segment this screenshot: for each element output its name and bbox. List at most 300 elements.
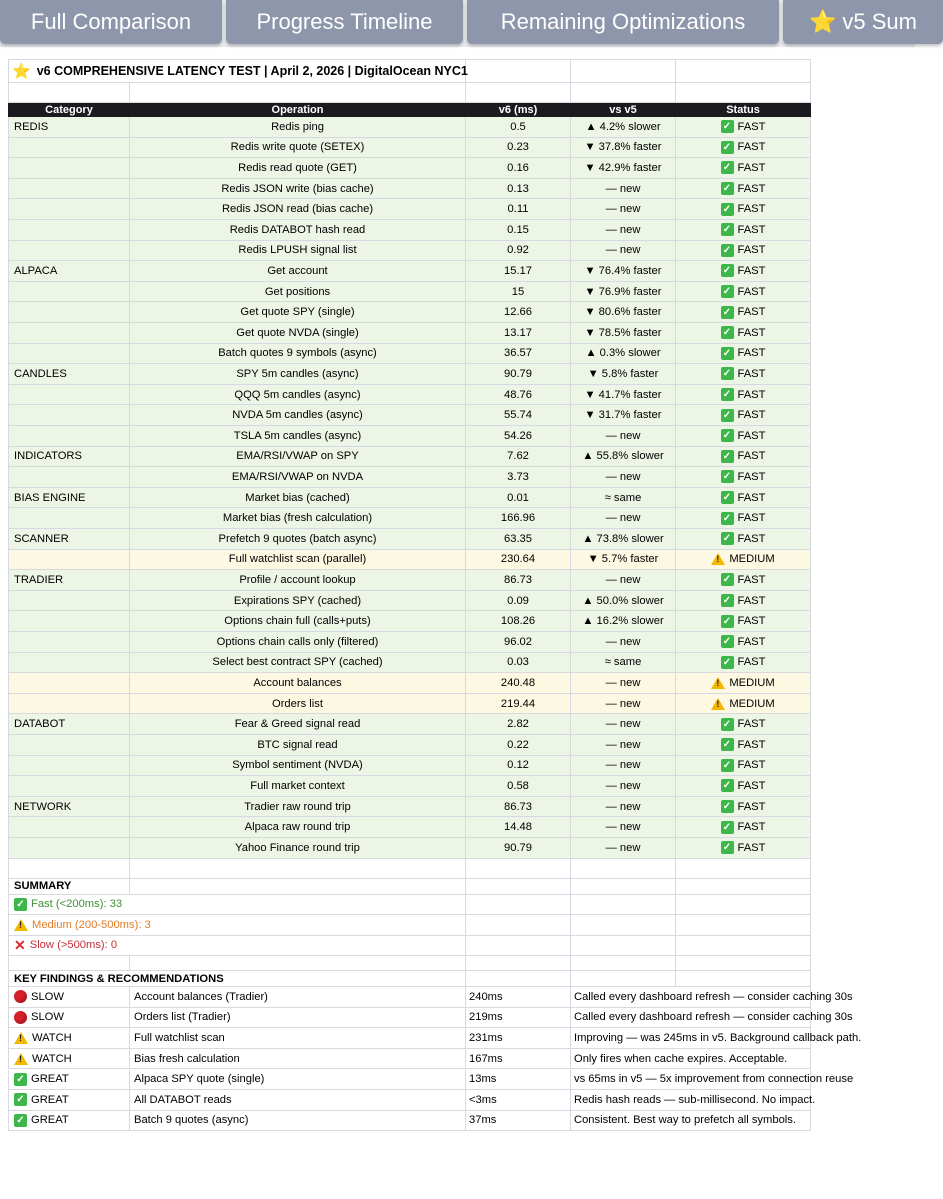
v6-ms-value: 3.73 [507,470,529,483]
status-cell[interactable] [676,179,811,200]
vs-v5-cell[interactable] [571,385,676,406]
status-label: FAST [737,470,766,483]
warning-icon [711,698,725,710]
vs-v5-value: ▲ 73.8% slower [582,532,664,545]
summary-fast-cell[interactable] [8,895,466,916]
vs-v5-cell[interactable] [571,467,676,488]
empty-cell[interactable] [676,859,811,879]
category-cell[interactable] [8,570,130,591]
vs-v5-cell[interactable] [571,570,676,591]
operation-label: Get positions [264,285,331,298]
empty-cell[interactable] [571,83,676,103]
vs-v5-value: ▼ 41.7% faster [584,388,662,401]
finding-item-cell[interactable] [130,1028,466,1049]
category-cell[interactable] [8,447,130,468]
v6-ms-value: 0.15 [507,223,529,236]
empty-cell[interactable] [130,83,466,103]
status-cell[interactable] [676,653,811,674]
operation-cell[interactable] [130,694,466,715]
tab-full-comparison[interactable] [0,0,222,44]
tab-remaining-optimizations[interactable] [467,0,779,44]
operation-label: NVDA 5m candles (async) [232,409,363,422]
table-row [8,632,811,653]
table-row [8,241,811,262]
vs-v5-cell[interactable] [571,735,676,756]
finding-level-cell[interactable] [8,1049,130,1070]
category-cell[interactable] [8,776,130,797]
empty-cell[interactable] [8,956,130,971]
operation-cell[interactable] [130,735,466,756]
v6-ms-value: 15 [511,285,525,298]
vs-v5-value: ▼ 37.8% faster [584,141,662,154]
operation-cell[interactable] [130,632,466,653]
v6-ms-cell[interactable] [466,323,571,344]
v6-ms-cell[interactable] [466,735,571,756]
category-cell[interactable] [8,385,130,406]
category-cell[interactable] [8,117,130,138]
status-cell[interactable] [676,302,811,323]
empty-cell[interactable] [676,936,811,957]
vs-v5-cell[interactable] [571,611,676,632]
finding-note-cell[interactable] [571,1049,811,1070]
category-cell[interactable] [8,220,130,241]
operation-cell[interactable] [130,385,466,406]
category-cell[interactable] [8,199,130,220]
title-cell[interactable] [8,59,466,83]
vs-v5-cell[interactable] [571,261,676,282]
vs-v5-cell[interactable] [571,426,676,447]
finding-item: Orders list (Tradier) [134,1011,231,1024]
category-cell[interactable] [8,797,130,818]
category-cell[interactable] [8,714,130,735]
summary-fast-row [8,895,811,916]
operation-cell[interactable] [130,467,466,488]
status-label: FAST [737,347,766,360]
status-cell[interactable] [676,611,811,632]
vs-v5-cell[interactable] [571,117,676,138]
status-cell[interactable] [676,467,811,488]
status-cell[interactable] [676,714,811,735]
category-cell[interactable] [8,241,130,262]
summary-heading: SUMMARY [14,880,72,893]
status-cell[interactable] [676,199,811,220]
operation-cell[interactable] [130,199,466,220]
empty-cell[interactable] [466,915,571,936]
v6-ms-cell[interactable] [466,199,571,220]
finding-note-cell[interactable] [571,1090,816,1111]
category-cell[interactable] [8,611,130,632]
v6-ms-cell[interactable] [466,694,571,715]
v6-ms-cell[interactable] [466,508,571,529]
operation-cell[interactable] [130,673,466,694]
operation-cell[interactable] [130,158,466,179]
operation-label: Redis JSON read (bias cache) [221,203,374,216]
v6-ms-cell[interactable] [466,632,571,653]
finding-time-cell[interactable] [466,1070,571,1091]
status-cell[interactable] [676,529,811,550]
empty-cell[interactable] [571,879,676,895]
vs-v5-cell[interactable] [571,220,676,241]
status-cell[interactable] [676,220,811,241]
operation-cell[interactable] [130,488,466,509]
vs-v5-cell[interactable] [571,179,676,200]
status-cell[interactable] [676,261,811,282]
status-cell[interactable] [676,344,811,365]
v6-ms-cell[interactable] [466,241,571,262]
finding-item-cell[interactable] [130,1049,466,1070]
vs-v5-value: — new [605,512,641,525]
empty-cell[interactable] [466,936,571,957]
category-cell[interactable] [8,138,130,159]
operation-cell[interactable] [130,220,466,241]
v6-ms-cell[interactable] [466,364,571,385]
summary-medium-label: Medium (200-500ms): 3 [32,918,151,931]
finding-time-cell[interactable] [466,987,571,1008]
status-cell[interactable] [676,838,811,859]
status-cell[interactable] [676,488,811,509]
v6-ms-cell[interactable] [466,776,571,797]
summary-medium-cell[interactable] [8,915,466,936]
check-icon: ✓ [721,141,734,154]
category-label: REDIS [14,120,49,133]
status-cell[interactable] [676,364,811,385]
status-cell[interactable] [676,797,811,818]
empty-cell[interactable] [676,956,811,971]
v6-ms-cell[interactable] [466,529,571,550]
status-cell[interactable] [676,323,811,344]
empty-cell[interactable] [130,859,466,879]
empty-cell[interactable] [571,59,676,83]
empty-cell[interactable] [676,971,811,987]
v6-ms-cell[interactable] [466,220,571,241]
status-cell[interactable] [676,426,811,447]
v6-ms-cell[interactable] [466,344,571,365]
empty-cell[interactable] [676,895,811,916]
empty-cell[interactable] [130,879,466,895]
v6-ms-cell[interactable] [466,714,571,735]
v6-ms-value: 0.01 [507,491,529,504]
status-cell[interactable] [676,570,811,591]
finding-item-cell[interactable] [130,1070,466,1091]
category-cell[interactable] [8,735,130,756]
finding-item-cell[interactable] [130,1090,466,1111]
vs-v5-cell[interactable] [571,447,676,468]
finding-note-cell[interactable] [571,1028,862,1049]
v6-ms-cell[interactable] [466,179,571,200]
vs-v5-cell[interactable] [571,508,676,529]
empty-cell[interactable] [571,915,676,936]
empty-cell[interactable] [8,83,130,103]
finding-note-cell[interactable] [571,987,853,1008]
status-cell[interactable] [676,117,811,138]
status-cell[interactable] [676,550,811,571]
vs-v5-cell[interactable] [571,323,676,344]
vs-v5-cell[interactable] [571,797,676,818]
vs-v5-cell[interactable] [571,282,676,303]
category-cell[interactable] [8,673,130,694]
category-cell[interactable] [8,756,130,777]
vs-v5-cell[interactable] [571,653,676,674]
operation-cell[interactable] [130,838,466,859]
vs-v5-cell[interactable] [571,344,676,365]
status-cell[interactable] [676,632,811,653]
operation-cell[interactable] [130,776,466,797]
status-cell[interactable] [676,776,811,797]
finding-time-cell[interactable] [466,1028,571,1049]
vs-v5-cell[interactable] [571,714,676,735]
vs-v5-cell[interactable] [571,158,676,179]
category-cell[interactable] [8,323,130,344]
v6-ms-cell[interactable] [466,570,571,591]
category-cell[interactable] [8,550,130,571]
operation-cell[interactable] [130,323,466,344]
finding-time-cell[interactable] [466,1008,571,1029]
category-cell[interactable] [8,158,130,179]
status-cell[interactable] [676,756,811,777]
operation-cell[interactable] [130,797,466,818]
operation-cell[interactable] [130,138,466,159]
finding-item-cell[interactable] [130,1111,466,1132]
v6-ms-cell[interactable] [466,426,571,447]
status-cell[interactable] [676,508,811,529]
vs-v5-value: ▼ 80.6% faster [584,306,662,319]
category-cell[interactable] [8,817,130,838]
operation-cell[interactable] [130,447,466,468]
v6-ms-cell[interactable] [466,488,571,509]
v6-ms-cell[interactable] [466,261,571,282]
finding-level-cell[interactable] [8,1008,130,1029]
status-cell[interactable] [676,138,811,159]
operation-cell[interactable] [130,570,466,591]
table-row [8,302,811,323]
vs-v5-cell[interactable] [571,591,676,612]
tab-progress-timeline[interactable] [226,0,463,44]
v6-ms-cell[interactable] [466,838,571,859]
empty-cell[interactable] [466,971,571,987]
operation-cell[interactable] [130,550,466,571]
empty-cell[interactable] [571,895,676,916]
category-cell[interactable] [8,488,130,509]
category-cell[interactable] [8,529,130,550]
column-header-status[interactable]: Status [676,103,811,117]
vs-v5-cell[interactable] [571,632,676,653]
finding-row [8,1111,811,1132]
category-cell[interactable] [8,467,130,488]
finding-item-cell[interactable] [130,987,466,1008]
operation-cell[interactable] [130,282,466,303]
category-label: DATABOT [14,718,66,731]
v6-ms-cell[interactable] [466,447,571,468]
vs-v5-value: — new [605,676,641,689]
category-cell[interactable] [8,694,130,715]
operation-cell[interactable] [130,344,466,365]
status-cell[interactable] [676,673,811,694]
vs-v5-cell[interactable] [571,673,676,694]
operation-cell[interactable] [130,591,466,612]
category-cell[interactable] [8,653,130,674]
category-cell[interactable] [8,591,130,612]
v6-ms-cell[interactable] [466,817,571,838]
v6-ms-cell[interactable] [466,467,571,488]
status-cell[interactable] [676,591,811,612]
vs-v5-cell[interactable] [571,694,676,715]
empty-cell[interactable] [466,83,571,103]
table-row [8,199,811,220]
empty-cell[interactable] [676,879,811,895]
category-cell[interactable] [8,344,130,365]
operation-cell[interactable] [130,508,466,529]
v6-ms-cell[interactable] [466,797,571,818]
v6-ms-cell[interactable] [466,302,571,323]
v6-ms-cell[interactable] [466,550,571,571]
table-row [8,467,811,488]
finding-level-cell[interactable] [8,1070,130,1091]
v6-ms-cell[interactable] [466,591,571,612]
v6-ms-cell[interactable] [466,138,571,159]
operation-cell[interactable] [130,756,466,777]
vs-v5-cell[interactable] [571,138,676,159]
vs-v5-value: — new [605,800,641,813]
operation-cell[interactable] [130,179,466,200]
empty-cell[interactable] [571,971,676,987]
summary-heading-cell[interactable] [8,879,130,895]
finding-level-cell[interactable] [8,1111,130,1132]
v6-ms-cell[interactable] [466,611,571,632]
operation-cell[interactable] [130,241,466,262]
finding-time: 231ms [469,1032,503,1045]
operation-cell[interactable] [130,117,466,138]
finding-time-cell[interactable] [466,1111,571,1132]
empty-cell[interactable] [466,859,571,879]
v6-ms-cell[interactable] [466,653,571,674]
empty-cell[interactable] [571,859,676,879]
finding-item-cell[interactable] [130,1008,466,1029]
status-label: FAST [737,285,766,298]
category-cell[interactable] [8,364,130,385]
vs-v5-cell[interactable] [571,241,676,262]
category-cell[interactable] [8,838,130,859]
vs-v5-cell[interactable] [571,488,676,509]
category-cell[interactable] [8,508,130,529]
operation-label: Full watchlist scan (parallel) [228,553,367,566]
status-label: FAST [737,388,766,401]
finding-note: vs 65ms in v5 — 5x improvement from connection reuse [574,1073,854,1086]
finding-note-cell[interactable] [571,1111,811,1132]
empty-cell[interactable] [676,83,811,103]
v6-ms-cell[interactable] [466,756,571,777]
empty-cell[interactable] [8,859,130,879]
column-header-operation[interactable]: Operation [130,103,466,117]
empty-cell[interactable] [130,956,466,971]
v6-ms-cell[interactable] [466,282,571,303]
category-cell[interactable] [8,282,130,303]
vs-v5-value: ▼ 76.4% faster [584,264,662,277]
empty-cell[interactable] [466,895,571,916]
status-cell[interactable] [676,447,811,468]
column-header-vs-v5[interactable]: vs v5 [571,103,676,117]
finding-time: <3ms [469,1093,497,1106]
empty-cell[interactable] [571,936,676,957]
category-cell[interactable] [8,632,130,653]
empty-cell[interactable] [676,59,811,83]
tab-v5-summary[interactable] [783,0,943,44]
operation-cell[interactable] [130,529,466,550]
vs-v5-cell[interactable] [571,302,676,323]
v6-ms-cell[interactable] [466,405,571,426]
status-label: FAST [737,738,766,751]
v6-ms-cell[interactable] [466,385,571,406]
empty-cell[interactable] [466,59,571,83]
status-cell[interactable] [676,817,811,838]
operation-cell[interactable] [130,653,466,674]
vs-v5-cell[interactable] [571,199,676,220]
vs-v5-cell[interactable] [571,838,676,859]
finding-level-cell[interactable] [8,987,130,1008]
operation-cell[interactable] [130,261,466,282]
vs-v5-cell[interactable] [571,529,676,550]
finding-level-cell[interactable] [8,1090,130,1111]
operation-cell[interactable] [130,611,466,632]
category-cell[interactable] [8,405,130,426]
operation-cell[interactable] [130,405,466,426]
vs-v5-cell[interactable] [571,405,676,426]
status-label: FAST [737,615,766,628]
vs-v5-value: — new [605,470,641,483]
v6-ms-cell[interactable] [466,117,571,138]
empty-cell[interactable] [466,956,571,971]
operation-cell[interactable] [130,302,466,323]
empty-cell[interactable] [466,879,571,895]
operation-cell[interactable] [130,364,466,385]
vs-v5-value: ▼ 78.5% faster [584,326,662,339]
status-cell[interactable] [676,735,811,756]
category-cell[interactable] [8,179,130,200]
status-cell[interactable] [676,385,811,406]
status-cell[interactable] [676,405,811,426]
operation-cell[interactable] [130,714,466,735]
status-cell[interactable] [676,241,811,262]
status-cell[interactable] [676,158,811,179]
category-cell[interactable] [8,426,130,447]
status-cell[interactable] [676,694,811,715]
column-header-category[interactable]: Category [8,103,130,117]
finding-time-cell[interactable] [466,1049,571,1070]
vs-v5-cell[interactable] [571,364,676,385]
vs-v5-cell[interactable] [571,756,676,777]
finding-note-cell[interactable] [571,1008,853,1029]
operation-label: EMA/RSI/VWAP on NVDA [231,470,364,483]
category-label: SCANNER [14,532,69,545]
status-cell[interactable] [676,282,811,303]
finding-level-cell[interactable] [8,1028,130,1049]
finding-note-cell[interactable] [571,1070,854,1091]
category-cell[interactable] [8,261,130,282]
empty-cell[interactable] [571,956,676,971]
operation-cell[interactable] [130,426,466,447]
category-cell[interactable] [8,302,130,323]
findings-heading-cell[interactable] [8,971,466,987]
column-header-v6[interactable]: v6 (ms) [466,103,571,117]
v6-ms-cell[interactable] [466,158,571,179]
empty-cell[interactable] [676,915,811,936]
vs-v5-cell[interactable] [571,776,676,797]
finding-time-cell[interactable] [466,1090,571,1111]
vs-v5-cell[interactable] [571,817,676,838]
vs-v5-cell[interactable] [571,550,676,571]
v6-ms-cell[interactable] [466,673,571,694]
summary-slow-cell[interactable] [8,936,466,957]
operation-cell[interactable] [130,817,466,838]
